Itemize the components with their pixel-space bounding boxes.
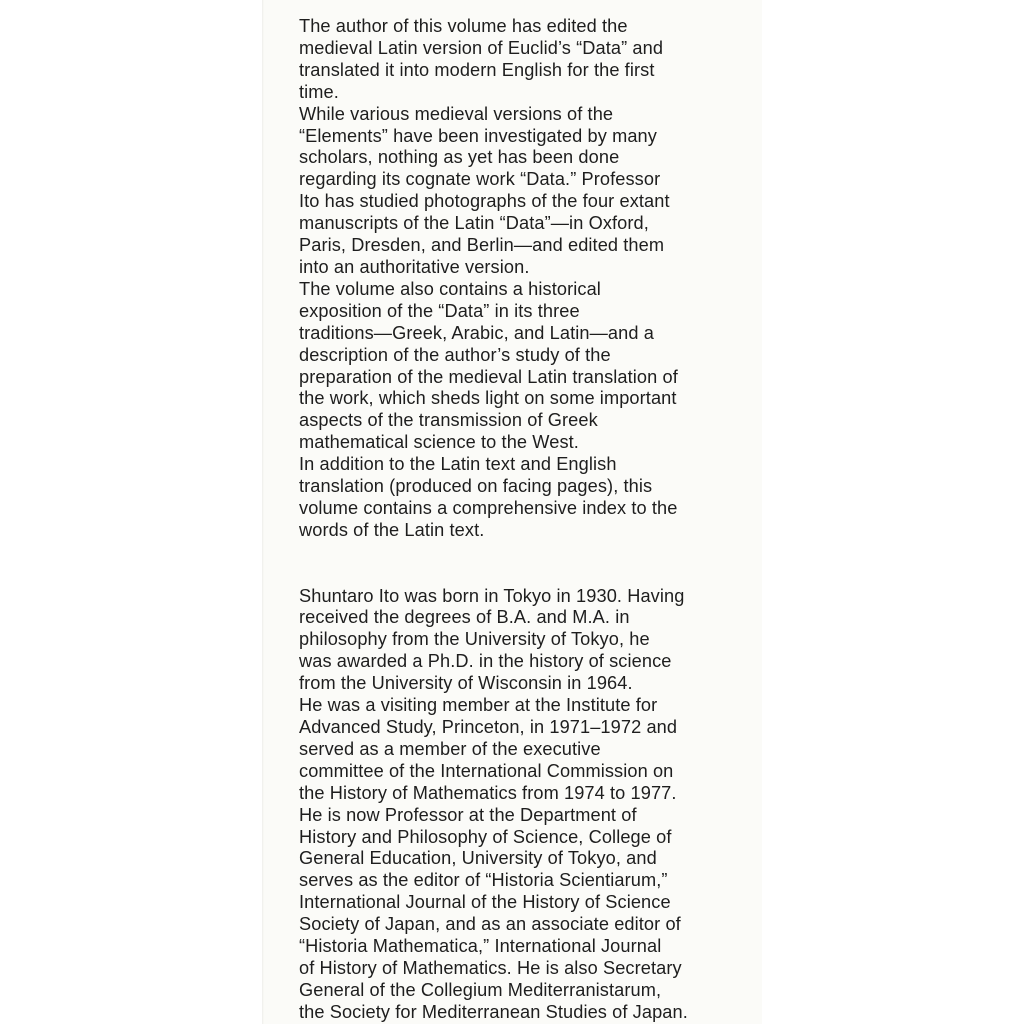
text-line: translation (produced on facing pages), this xyxy=(299,476,653,497)
text-line: scholars, nothing as yet has been done xyxy=(299,147,620,168)
paragraph-author-biography xyxy=(299,586,759,696)
text-line: General Education, University of Tokyo, and xyxy=(299,848,657,869)
text-line: was awarded a Ph.D. in the history of science xyxy=(299,651,672,672)
paragraph-book-description xyxy=(299,16,759,104)
text-line: from the University of Wisconsin in 1964. xyxy=(299,673,633,694)
paragraph-medieval-versions xyxy=(299,104,759,279)
text-line: He is now Professor at the Department of xyxy=(299,804,637,825)
text-line: Ito has studied photographs of the four extant xyxy=(299,191,670,212)
text-line: History and Philosophy of Science, College of xyxy=(299,826,672,847)
text-line: translated it into modern English for the first xyxy=(299,59,655,80)
paragraph-historical-exposition xyxy=(299,279,759,454)
text-line: volume contains a comprehensive index to the xyxy=(299,497,678,518)
text-line: The volume also contains a historical xyxy=(299,278,601,299)
text-line: the Society for Mediterranean Studies of Japan. xyxy=(299,1001,688,1022)
text-line: Paris, Dresden, and Berlin—and edited them xyxy=(299,235,665,256)
text-line: of History of Mathematics. He is also Secretary xyxy=(299,957,682,978)
paragraph-author-appointments xyxy=(299,695,759,805)
text-line: regarding its cognate work “Data.” Professor xyxy=(299,169,661,190)
text-line: committee of the International Commission on xyxy=(299,760,674,781)
text-line: received the degrees of B.A. and M.A. in xyxy=(299,607,630,628)
text-line: Advanced Study, Princeton, in 1971–1972 and xyxy=(299,716,678,737)
text-line: description of the author’s study of the xyxy=(299,344,611,365)
text-line: into an authoritative version. xyxy=(299,256,530,277)
text-line: mathematical science to the West. xyxy=(299,432,579,453)
paragraph-author-current-position xyxy=(299,805,759,1024)
text-line: “Historia Mathematica,” International Journal xyxy=(299,936,662,957)
text-line: the work, which sheds light on some important xyxy=(299,388,677,409)
text-line: time. xyxy=(299,81,339,102)
text-line: manuscripts of the Latin “Data”—in Oxford, xyxy=(299,213,649,234)
text-line: philosophy from the University of Tokyo, he xyxy=(299,629,650,650)
text-line: He was a visiting member at the Institute for xyxy=(299,695,658,716)
text-line: General of the Collegium Mediterranistarum, xyxy=(299,979,662,1000)
text-line: words of the Latin text. xyxy=(299,519,485,540)
text-line: “Elements” have been investigated by many xyxy=(299,125,657,146)
text-column xyxy=(299,16,759,1024)
text-line: Society of Japan, and as an associate editor of xyxy=(299,914,681,935)
text-line: serves as the editor of “Historia Scientiarum,” xyxy=(299,870,668,891)
paragraph-index-note xyxy=(299,454,759,542)
text-line: served as a member of the executive xyxy=(299,738,601,759)
text-line: In addition to the Latin text and English xyxy=(299,454,617,475)
text-line: traditions—Greek, Arabic, and Latin—and a xyxy=(299,322,654,343)
text-line: While various medieval versions of the xyxy=(299,103,614,124)
text-line: The author of this volume has edited the xyxy=(299,16,628,36)
text-line: International Journal of the History of Science xyxy=(299,892,671,913)
text-line: medieval Latin version of Euclid’s “Data” and xyxy=(299,37,664,58)
text-line: the History of Mathematics from 1974 to 1977. xyxy=(299,782,677,803)
text-line: exposition of the “Data” in its three xyxy=(299,300,580,321)
text-line: aspects of the transmission of Greek xyxy=(299,410,598,431)
text-line: Shuntaro Ito was born in Tokyo in 1930. Having xyxy=(299,585,685,606)
section-spacer xyxy=(299,542,759,586)
text-line: preparation of the medieval Latin translation of xyxy=(299,366,678,387)
